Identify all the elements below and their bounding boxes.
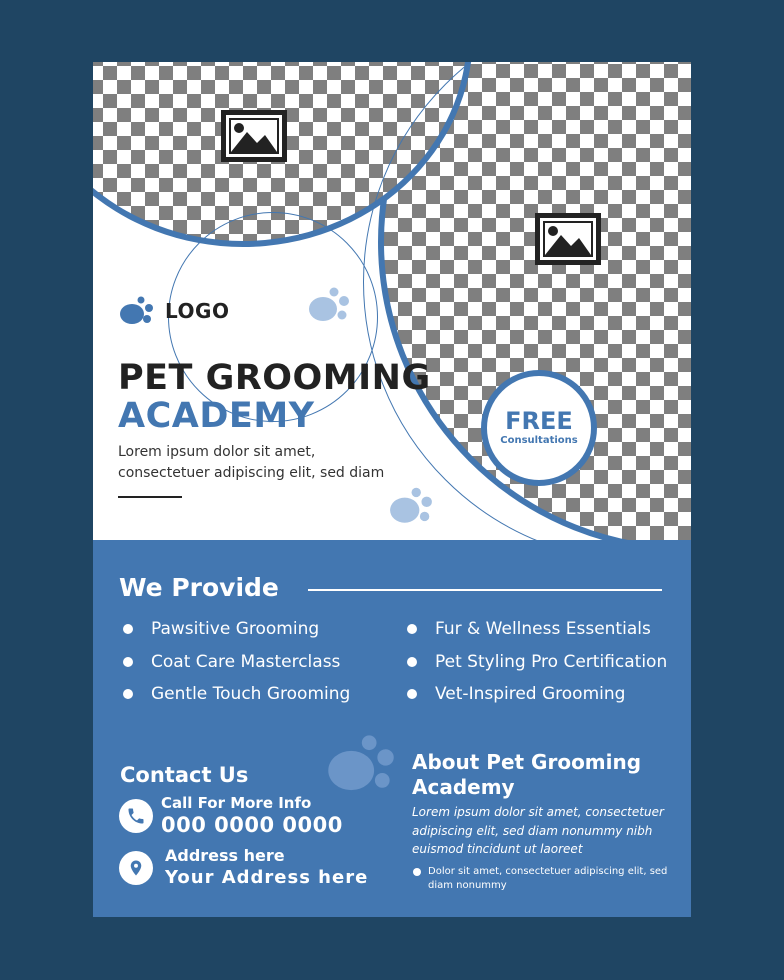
paw-icon: [307, 287, 351, 323]
list-item-label: Vet-Inspired Grooming: [435, 684, 626, 704]
list-item-label: Pet Styling Pro Certification: [435, 651, 668, 672]
list-item-label: Gentle Touch Grooming: [151, 684, 351, 704]
location-pin-icon: [119, 851, 153, 885]
divider: [118, 496, 182, 498]
badge-subtitle: Consultations: [500, 435, 578, 446]
bullet: [407, 624, 417, 634]
badge-title: FREE: [505, 407, 573, 435]
address-value: Your Address here: [165, 867, 369, 888]
phone-number: 000 0000 0000: [161, 813, 343, 837]
phone-icon: [119, 799, 153, 833]
list-item: [403, 651, 667, 684]
bullet: [123, 624, 133, 634]
logo: [119, 296, 229, 326]
contact-address: [119, 846, 368, 890]
paw-icon: [119, 296, 155, 326]
bullet: [407, 657, 417, 667]
phone-label: Call For More Info: [161, 794, 312, 812]
logo-text: LOGO: [165, 299, 230, 323]
address-label: Address here: [165, 846, 285, 865]
image-placeholder-icon: [221, 110, 287, 162]
image-placeholder-icon: [535, 213, 601, 265]
info-panel: [93, 540, 691, 917]
list-item-label: Coat Care Masterclass: [151, 651, 341, 672]
bullet: [413, 868, 421, 876]
bullet: [123, 689, 133, 699]
paw-icon: [325, 734, 397, 794]
contact-phone: [119, 794, 343, 838]
list-item: [119, 683, 350, 716]
free-consultation-badge: [481, 370, 597, 486]
list-item: [119, 618, 350, 651]
services-list-right: [403, 618, 667, 716]
about-text: Lorem ipsum dolor sit amet, consectetuer adipiscing elit, sed diam nonummy nibh euismod tincidunt ut laoreet: [412, 805, 664, 856]
list-item: [403, 683, 667, 716]
page-title-accent: ACADEMY: [118, 396, 315, 436]
divider: [308, 589, 662, 591]
provide-heading: We Provide: [119, 573, 279, 602]
page-title: PET GROOMING: [118, 358, 431, 398]
about-bullet: [412, 865, 680, 893]
bullet: [407, 689, 417, 699]
about-bullet-text: Dolor sit amet, consectetuer adipiscing elit, sed diam nonummy: [428, 866, 668, 891]
contact-heading: Contact Us: [120, 763, 249, 787]
hero-subtitle: Lorem ipsum dolor sit amet, consectetuer adipiscing elit, sed diam: [118, 444, 385, 481]
services-list-left: [119, 618, 350, 716]
bullet: [123, 657, 133, 667]
flyer: [93, 62, 691, 917]
about-heading: About Pet Grooming Academy: [412, 750, 642, 799]
list-item: [119, 651, 350, 684]
list-item-label: Fur & Wellness Essentials: [435, 619, 651, 639]
paw-icon: [388, 487, 434, 525]
list-item: [403, 618, 667, 651]
list-item-label: Pawsitive Grooming: [151, 619, 320, 639]
